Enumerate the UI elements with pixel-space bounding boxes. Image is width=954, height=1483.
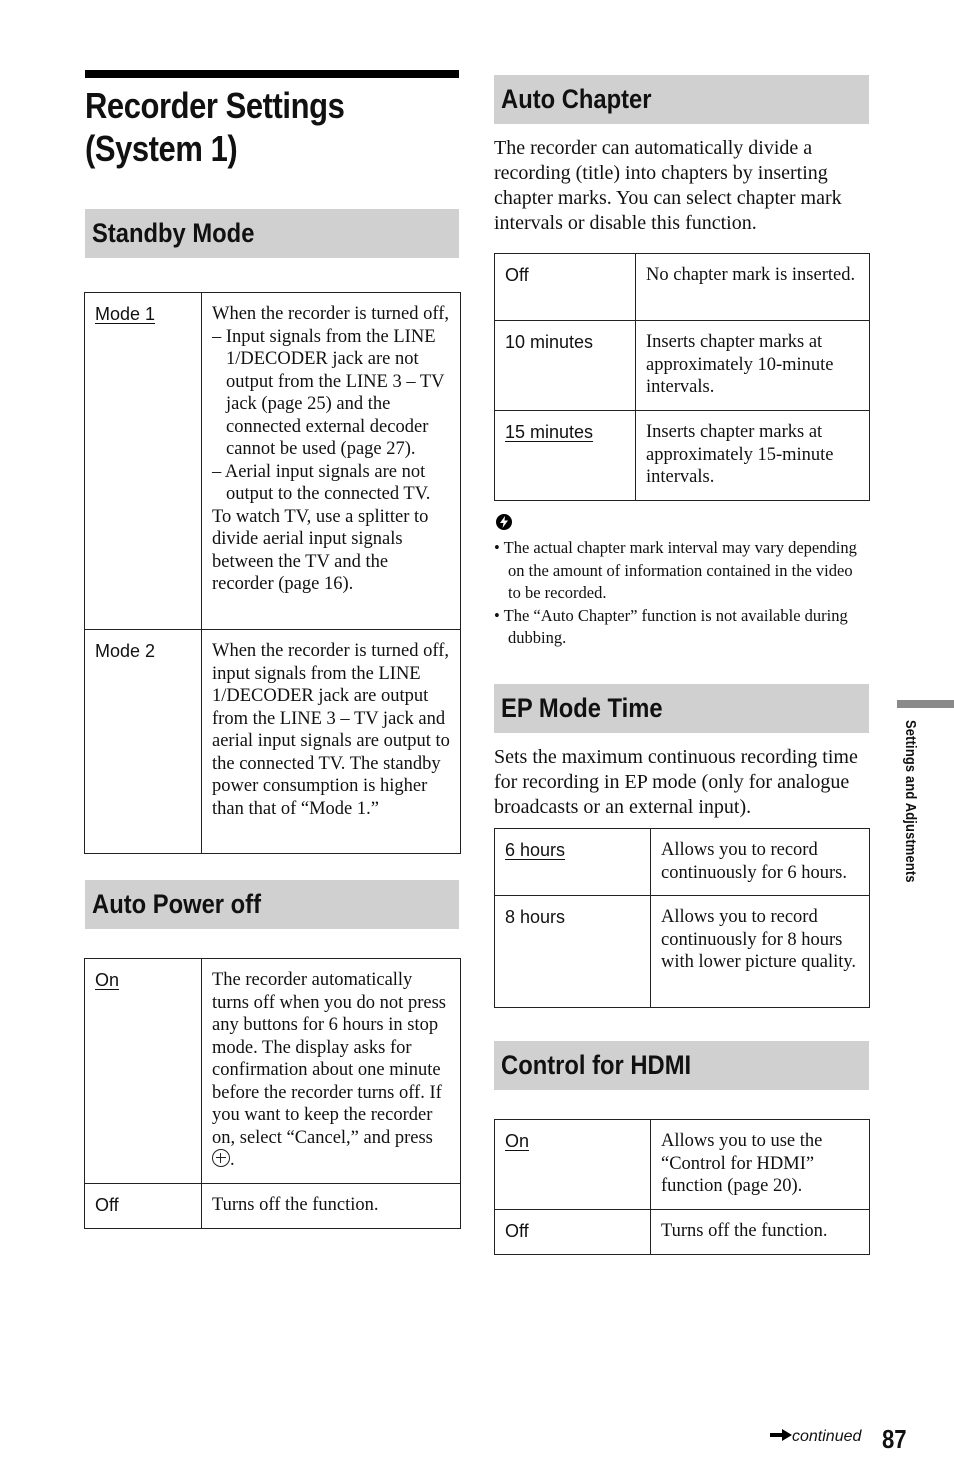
table-row <box>495 829 870 896</box>
section-heading-control-for-hdmi <box>494 1041 869 1090</box>
option-description: Allows you to record continuously for 6 hours. <box>651 829 870 896</box>
table-row <box>85 959 461 1184</box>
section-heading-text: Auto Chapter <box>501 84 652 114</box>
option-off[interactable]: Off <box>95 1195 119 1215</box>
option-description: Turns off the function. <box>651 1210 870 1255</box>
option-8-hours[interactable]: 8 hours <box>505 907 566 927</box>
option-description: Turns off the function. <box>202 1184 461 1229</box>
option-15-minutes[interactable]: 15 minutes <box>505 422 594 442</box>
section-heading-auto-chapter <box>494 75 869 124</box>
title-rule <box>85 70 459 78</box>
table-row <box>495 254 870 321</box>
table-row <box>495 411 870 501</box>
option-description: Inserts chapter marks at approximately 10-minute intervals. <box>636 321 870 411</box>
option-description: The recorder automatically turns off when you do not press any buttons for 6 hours in stop mode. The display asks for confirmation about one minute before the recorder turns off. If you want to keep the recorder on, select “Cancel,” and press . <box>202 959 461 1184</box>
ep-mode-intro: Sets the maximum continuous recording time for recording in EP mode (only for analogue broadcasts or an external input). <box>494 746 858 818</box>
page-title: Recorder Settings (System 1) <box>85 85 345 169</box>
option-off[interactable]: Off <box>505 265 529 285</box>
table-row <box>85 293 461 630</box>
table-row <box>495 1120 870 1210</box>
section-heading-ep-mode-time <box>494 684 869 733</box>
hint-list <box>494 537 869 650</box>
section-heading-text: Standby Mode <box>92 218 255 248</box>
side-tab-bar <box>897 700 954 708</box>
control-for-hdmi-table <box>494 1119 870 1255</box>
section-heading-auto-power-off <box>85 880 459 929</box>
option-on[interactable]: On <box>505 1131 530 1151</box>
auto-chapter-intro: The recorder can automatically divide a recording (title) into chapters by inserting chapter marks. You can select chapter mark intervals or disable this function. <box>494 137 842 234</box>
hint-icon <box>496 514 512 530</box>
option-description: When the recorder is turned off, input signals from the LINE 1/DECODER jack are output from the LINE 3 – TV jack and aerial input signals are output to the connected TV. The standby power consumption is higher than that of “Mode 1.” <box>202 630 461 854</box>
hint-item: • The actual chapter mark interval may vary depending on the amount of information contained in the video to be recorded. <box>494 538 857 602</box>
option-description: Allows you to record continuously for 8 hours with lower picture quality. <box>651 896 870 1008</box>
standby-mode-table <box>84 292 461 854</box>
option-mode-1[interactable]: Mode 1 <box>95 304 156 324</box>
option-mode-2[interactable]: Mode 2 <box>95 641 156 661</box>
section-heading-text: EP Mode Time <box>501 693 663 723</box>
option-on[interactable]: On <box>95 970 120 990</box>
option-description: Inserts chapter marks at approximately 15-minute intervals. <box>636 411 870 501</box>
section-heading-standby-mode <box>85 209 459 258</box>
option-description: Allows you to use the “Control for HDMI” function (page 20). <box>651 1120 870 1210</box>
ep-mode-table <box>494 828 870 1008</box>
table-row <box>85 630 461 854</box>
table-row <box>85 1184 461 1229</box>
auto-chapter-table <box>494 253 870 501</box>
table-row <box>495 321 870 411</box>
option-off[interactable]: Off <box>505 1221 529 1241</box>
side-tab-label: Settings and Adjustments <box>902 720 919 883</box>
option-6-hours[interactable]: 6 hours <box>505 840 566 860</box>
section-heading-text: Control for HDMI <box>501 1050 692 1080</box>
enter-button-icon <box>212 1149 230 1167</box>
continued-label: continued <box>770 1428 861 1446</box>
hint-item: • The “Auto Chapter” function is not available during dubbing. <box>494 605 848 647</box>
page-number: 87 <box>882 1424 907 1454</box>
section-heading-text: Auto Power off <box>92 889 261 919</box>
table-row <box>495 896 870 1008</box>
arrow-right-icon <box>770 1429 792 1441</box>
option-description: When the recorder is turned off, – Input signals from the LINE 1/DECODER jack are not output from the LINE 3 – TV jack (page 25) and the connected external decoder cannot be used (page 27). – Aerial input signals are not output to the connected TV. To watch TV, use a splitter to divide aerial input signals between the TV and the recorder (page 16). <box>202 293 461 630</box>
option-10-minutes[interactable]: 10 minutes <box>505 332 594 352</box>
option-description: No chapter mark is inserted. <box>636 254 870 321</box>
auto-power-off-table <box>84 958 461 1229</box>
table-row <box>495 1210 870 1255</box>
